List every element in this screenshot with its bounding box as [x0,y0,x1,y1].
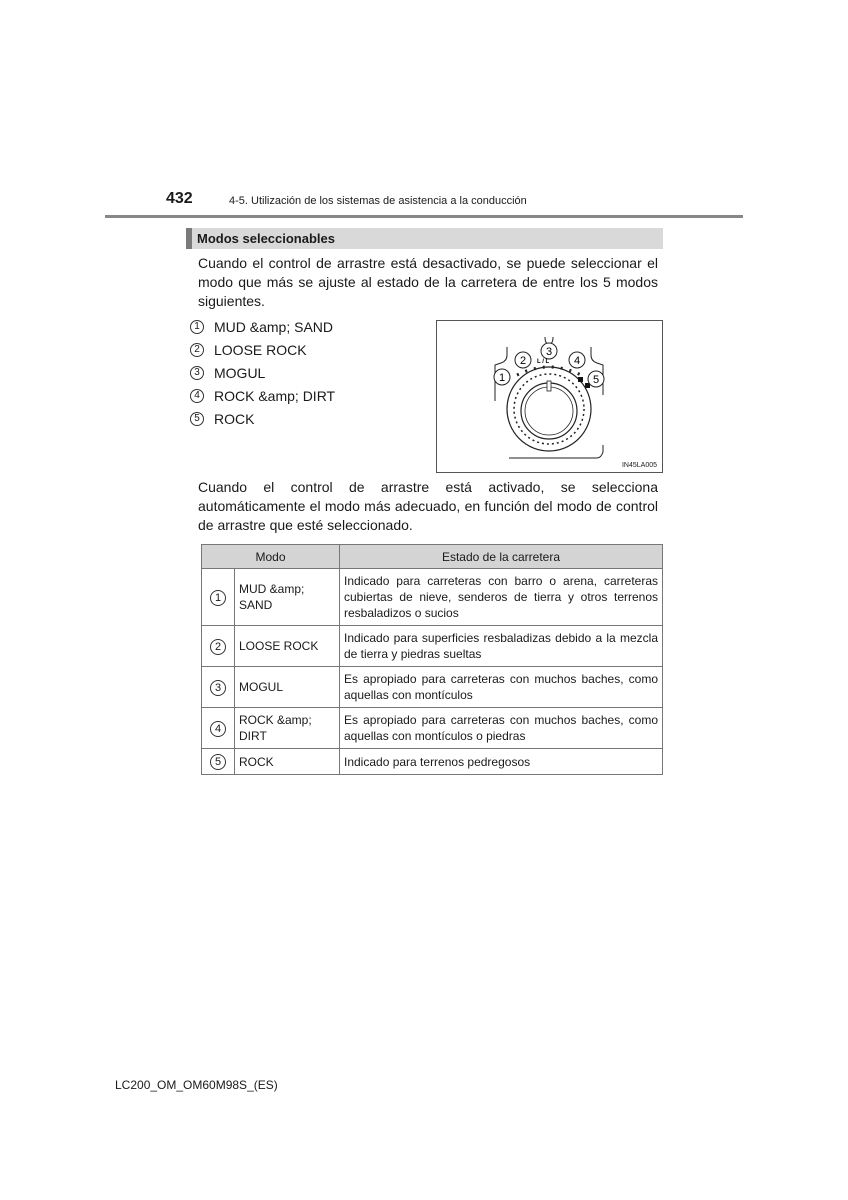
table-row [202,749,663,775]
number-badge: 3 [190,366,204,380]
svg-text:4: 4 [573,355,581,367]
mode-list-item [190,315,335,338]
callout-3 [541,343,557,359]
svg-text:5: 5 [592,374,600,386]
number-badge: 2 [210,639,226,655]
table-row [202,667,663,708]
auto-mode-paragraph: Cuando el control de arrastre está activado, se selecciona automáticamente el modo más adecuado, en función del modo de control de arrastre que esté seleccionado. [198,479,658,533]
section-title: Modos seleccionables [197,231,335,246]
number-badge: 1 [190,320,204,334]
table-row [202,569,663,626]
mode-dial-illustration [437,321,662,472]
mode-name-cell: ROCK [235,749,340,775]
figure-code: IN45LA005 [621,462,657,469]
mode-list-item [190,338,335,361]
intro-paragraph: Cuando el control de arrastre está desactivado, se puede seleccionar el modo que más se ajuste al estado de la carretera de entre los 5 modos siguientes. [198,255,658,309]
mode-list-item [190,384,335,407]
svg-text:3: 3 [545,346,553,358]
mode-label: MUD &amp; SAND [214,318,334,335]
description-cell: Indicado para terrenos pedregosos [340,749,663,775]
mode-name-cell: MOGUL [235,667,340,708]
svg-text:2: 2 [519,355,527,367]
mode-list-item [190,407,335,430]
description-cell: Indicado para carreteras con barro o arena, carreteras cubiertas de nieve, senderos de tierra y otros terrenos resbaladizos o sucios [340,569,663,626]
callout-4 [569,352,585,368]
column-header-road-condition: Estado de la carretera [340,545,663,569]
mode-position-marks [578,377,583,382]
number-badge: 1 [210,590,226,606]
callout-1 [494,369,510,385]
svg-text:1: 1 [498,372,506,384]
number-badge: 5 [210,754,226,770]
number-badge: 4 [190,389,204,403]
mode-selector-figure [436,320,663,473]
page-number: 432 [166,190,193,207]
description-cell: Es apropiado para carreteras con muchos baches, como aquellas con montículos [340,667,663,708]
table-row [202,708,663,749]
number-badge: 3 [210,680,226,696]
number-badge: 4 [210,721,226,737]
mode-label: MOGUL [214,364,266,381]
callout-2 [515,352,531,368]
header-divider [105,215,743,218]
footer-document-code: LC200_OM_OM60M98S_(ES) [115,1078,278,1092]
description-cell: Indicado para superficies resbaladizas debido a la mezcla de tierra y piedras sueltas [340,626,663,667]
column-header-mode: Modo [202,545,340,569]
mode-label: ROCK &amp; DIRT [214,387,336,404]
number-badge: 2 [190,343,204,357]
table-header-row [202,545,663,569]
section-header: 4-5. Utilización de los sistemas de asistencia a la conducción [229,195,527,207]
description-cell: Es apropiado para carreteras con muchos baches, como aquellas con montículos o piedras [340,708,663,749]
mode-name-cell: MUD &amp; SAND [235,569,340,626]
table-row [202,626,663,667]
number-badge: 5 [190,412,204,426]
mode-list [190,315,335,430]
mode-label: ROCK [214,410,255,427]
mode-name-cell: ROCK &amp; DIRT [235,708,340,749]
section-title-bar [186,228,663,249]
mode-list-item [190,361,335,384]
dial-indicator [547,381,551,391]
callout-5 [588,371,604,387]
dial-marking: L / L [537,359,550,365]
mode-label: LOOSE ROCK [214,341,307,358]
modes-table [201,544,663,775]
mode-name-cell: LOOSE ROCK [235,626,340,667]
